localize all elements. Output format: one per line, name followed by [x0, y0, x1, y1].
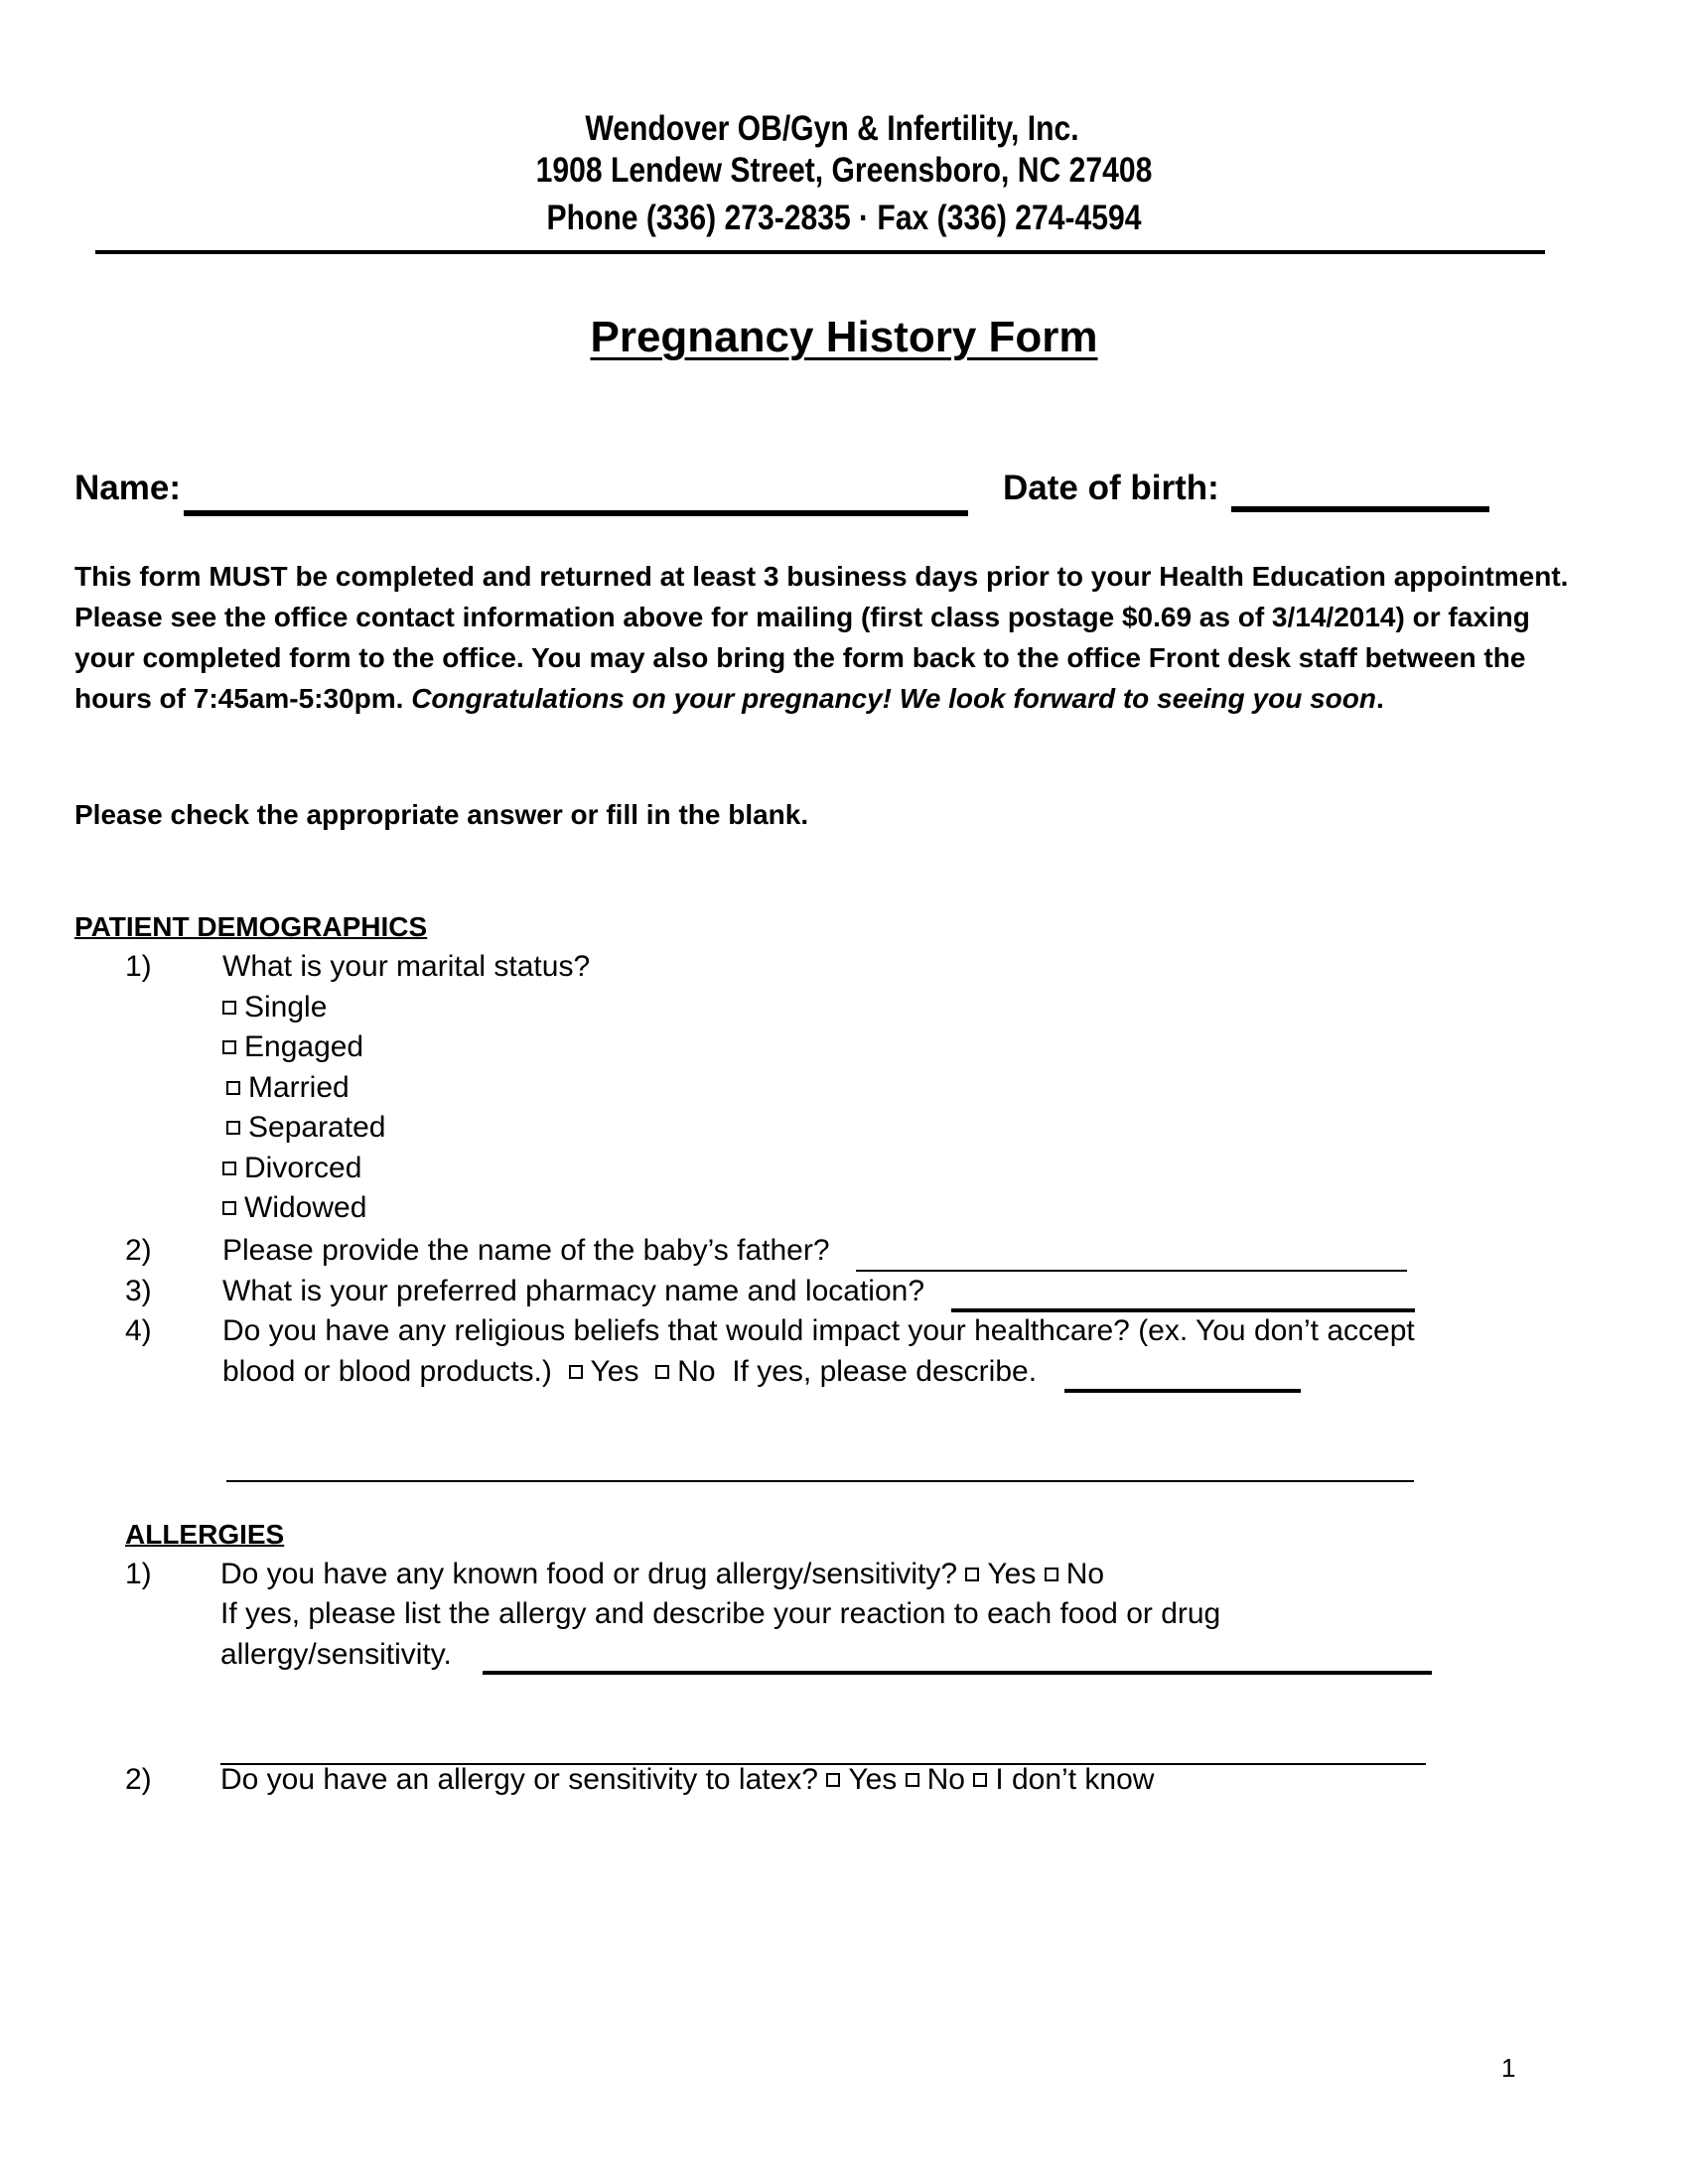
religious-beliefs-line2: blood or blood products.) Yes No If yes, please describe. [222, 1355, 1038, 1388]
option-widowed[interactable]: Widowed [222, 1191, 366, 1225]
option-single[interactable]: Single [222, 991, 327, 1024]
allergy-field[interactable] [483, 1671, 1432, 1675]
intro-congrats: Congratulations on your pregnancy! We look forward to seeing you soon [411, 683, 1376, 714]
intro-text: This form MUST be completed and returned at least 3 business days prior to your Health Education appointment. Please see the office contact information above for mailing (first class postage $0.69 as of 3/14/2014) or faxing your completed form to the office. You may also bring the form back to the office Front desk staff between the hours of 7:45am-5:30pm. [74, 561, 1569, 714]
demographics-heading: PATIENT DEMOGRAPHICS [74, 911, 428, 942]
baby-father-field[interactable] [856, 1270, 1407, 1272]
religious-beliefs-field[interactable] [1064, 1389, 1301, 1393]
no-checkbox-icon[interactable] [906, 1773, 919, 1787]
header-divider [95, 250, 1545, 254]
question-number: 1) [125, 1558, 152, 1590]
dont-know-checkbox-icon[interactable] [973, 1773, 987, 1787]
checkbox-icon[interactable] [222, 1040, 236, 1054]
practice-contact: Phone (336) 273-2835 · Fax (336) 274-4594 [546, 199, 1142, 237]
question-number: 3) [125, 1275, 152, 1307]
allergy-instructions-end: allergy/sensitivity. [220, 1638, 452, 1671]
option-married[interactable]: Married [226, 1071, 350, 1105]
marital-status-question: What is your marital status? [222, 950, 591, 983]
question-number: 4) [125, 1314, 152, 1347]
yes-checkbox-icon[interactable] [569, 1365, 583, 1379]
no-checkbox-icon[interactable] [1045, 1568, 1058, 1581]
allergies-heading: ALLERGIES [125, 1519, 285, 1550]
food-drug-allergy-question: Do you have any known food or drug allergy/sensitivity? Yes No [220, 1558, 1105, 1590]
pharmacy-field[interactable] [951, 1308, 1415, 1312]
intro-end: . [1376, 683, 1384, 714]
option-divorced[interactable]: Divorced [222, 1152, 361, 1185]
religious-beliefs-extra-line[interactable] [226, 1480, 1414, 1482]
yes-checkbox-icon[interactable] [965, 1568, 979, 1581]
option-separated[interactable]: Separated [226, 1111, 385, 1145]
pharmacy-question: What is your preferred pharmacy name and location? [222, 1275, 925, 1307]
practice-address: 1908 Lendew Street, Greensboro, NC 27408 [535, 151, 1153, 190]
checkbox-icon[interactable] [222, 1201, 236, 1215]
religious-beliefs-question: Do you have any religious beliefs that would impact your healthcare? (ex. You don’t accept [222, 1314, 1415, 1347]
dob-field[interactable] [1231, 506, 1489, 512]
practice-name: Wendover OB/Gyn & Infertility, Inc. [585, 109, 1079, 148]
latex-allergy-question: Do you have an allergy or sensitivity to latex? Yes No I don’t know [220, 1763, 1155, 1796]
baby-father-question: Please provide the name of the baby’s father? [222, 1234, 830, 1267]
yes-checkbox-icon[interactable] [826, 1773, 840, 1787]
checkbox-icon[interactable] [226, 1081, 240, 1095]
instructions: Please check the appropriate answer or fill in the blank. [74, 799, 809, 830]
page-number: 1 [1501, 2053, 1516, 2083]
question-number: 1) [125, 950, 152, 983]
form-title: Pregnancy History Form [590, 313, 1098, 361]
question-number: 2) [125, 1234, 152, 1267]
checkbox-icon[interactable] [222, 1161, 236, 1175]
no-checkbox-icon[interactable] [655, 1365, 669, 1379]
name-label: Name: [74, 469, 181, 507]
name-field[interactable] [184, 510, 968, 516]
allergy-instructions: If yes, please list the allergy and describe your reaction to each food or drug [220, 1597, 1221, 1630]
dob-label: Date of birth: [1003, 469, 1219, 507]
question-number: 2) [125, 1763, 152, 1796]
checkbox-icon[interactable] [226, 1121, 240, 1135]
option-engaged[interactable]: Engaged [222, 1030, 363, 1064]
intro-paragraph [74, 556, 1594, 719]
checkbox-icon[interactable] [222, 1001, 236, 1015]
